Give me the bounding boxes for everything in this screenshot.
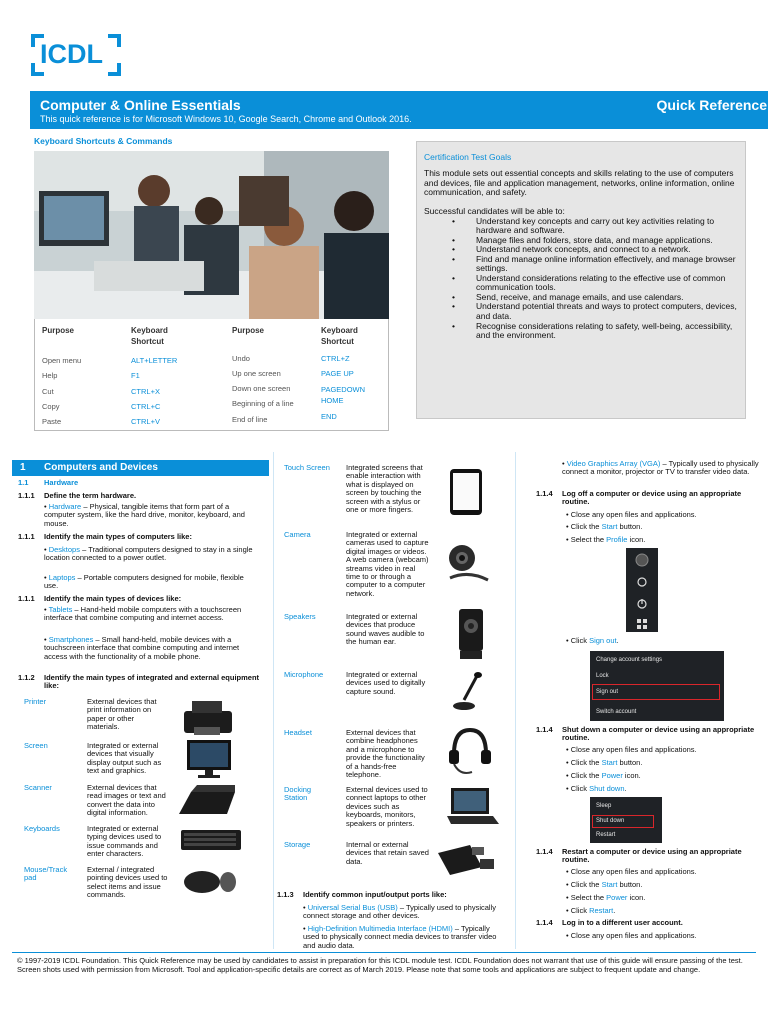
term: Start [601, 880, 618, 889]
page-title: Computer & Online Essentials [40, 97, 241, 113]
definition: – Hand-held mobile computers with a touchscreen interface that combine computing and internet access. [44, 605, 242, 623]
table-cell: CTRL+C [131, 402, 161, 411]
table-cell: END [321, 412, 337, 421]
goals-title: Certification Test Goals [424, 152, 512, 162]
term: Shut down [589, 784, 625, 793]
term: Restart [589, 906, 614, 915]
term: Laptops [48, 573, 76, 582]
term: Tablets [48, 605, 73, 614]
goals-list [452, 217, 738, 341]
item-title: Identify the main types of computers like: [44, 532, 192, 541]
table-cell: PAGE UP [321, 369, 354, 378]
text: icon. [622, 771, 641, 780]
term: Hardware [48, 502, 82, 511]
list-item: • Manage files and folders, store data, and manage applications. [452, 236, 738, 246]
equipment-name: Keyboards [24, 824, 60, 833]
text: Click [570, 906, 590, 915]
item-title: Log in to a different user account. [562, 918, 683, 927]
column-divider [515, 452, 516, 949]
definition: – Physical, tangible items that form part of a computer system, like the hard drive, monitor, keyboard, and mouse. [44, 502, 245, 528]
section-number: 1 [20, 462, 26, 473]
text: Click the [570, 771, 602, 780]
equipment-name: Scanner [24, 783, 52, 792]
equipment-desc: Integrated or external devices used to digitally capture sound. [346, 670, 426, 696]
equipment-desc: Integrated or external devices that produce sound waves audible to the human ear. [346, 612, 425, 647]
item-title: Identify the main types of devices like: [44, 594, 182, 603]
term: Universal Serial Bus (USB) [307, 903, 398, 912]
speaker-icon [456, 608, 486, 660]
list-item: • Understand considerations relating to the effective use of common communication tools. [452, 274, 738, 293]
list-item [44, 546, 254, 563]
item-title: Log off a computer or device using an appropriate routine. [562, 489, 742, 507]
list-item [44, 574, 254, 591]
equipment-name: Microphone [284, 670, 324, 679]
item-number: 1.1.3 [277, 890, 294, 899]
item-number: 1.1.2 [18, 673, 35, 682]
term: Start [601, 522, 618, 531]
keyboard-icon [180, 828, 242, 853]
list-item [562, 460, 762, 477]
table-cell: Help [42, 371, 58, 380]
equipment-name: Mouse/Track pad [24, 865, 68, 883]
text: Click the [570, 880, 602, 889]
mouse-icon [180, 864, 240, 896]
text: Click the [570, 758, 602, 767]
table-cell: CTRL+V [131, 417, 160, 426]
text: button. [617, 758, 643, 767]
definition: – Small hand-held, mobile devices with a touchscreen interface that combine computing and internet access with the functionality of a mobile phone. [44, 635, 240, 661]
section-title: Computers and Devices [44, 462, 158, 473]
page-subtitle: This quick reference is for Microsoft Windows 10, Google Search, Chrome and Outlook 2016. [40, 114, 412, 124]
table-cell: End of line [232, 415, 268, 424]
equipment-desc: Integrated or external cameras used to capture digital images or videos. A web camera (webcam) streams video in real time to or through a computer to a computer network. [346, 530, 429, 598]
menu-item: Restart [596, 832, 616, 838]
text: button. [617, 880, 643, 889]
list-item [566, 772, 641, 780]
list-item [566, 785, 627, 793]
equipment-name: Storage [284, 840, 311, 849]
item-number: 1.1.1 [18, 532, 35, 541]
headset-icon [446, 726, 494, 778]
text: Click [570, 784, 590, 793]
equipment-name: Printer [24, 697, 47, 706]
term: Desktops [48, 545, 80, 554]
tablet-icon [448, 468, 484, 516]
menu-item: Lock [596, 673, 609, 679]
list-item: • Close any open files and applications. [566, 511, 697, 519]
text: . [613, 906, 616, 915]
equipment-desc: Integrated or external typing devices used to issue commands and enter characters. [87, 824, 162, 859]
menu-item: Change account settings [596, 657, 663, 663]
item-title: Identify common input/output ports like: [303, 890, 447, 899]
title-banner [30, 91, 768, 129]
menu-item: Sleep [596, 803, 612, 809]
text: icon. [627, 535, 646, 544]
table-cell: HOME [321, 396, 344, 405]
table-cell: Open menu [42, 356, 82, 365]
table-cell: CTRL+Z [321, 354, 350, 363]
term: Smartphones [48, 635, 94, 644]
list-item: • Recognise considerations relating to safety, well-being, accessibility, and the environment. [452, 322, 738, 341]
term: Power [606, 893, 628, 902]
table-header: Keyboard Shortcut [131, 326, 168, 347]
term: High-Definition Multimedia Interface (HDMI) [307, 924, 453, 933]
equipment-name: Screen [24, 741, 48, 750]
item-title: Identify the main types of integrated and external equipment like: [44, 673, 260, 691]
shortcuts-title: Keyboard Shortcuts & Commands [34, 136, 173, 146]
equipment-desc: Integrated or external devices that visually display output such as text and graphics. [87, 741, 162, 776]
storage-drive-icon [436, 841, 498, 877]
equipment-desc: Internal or external devices that retain saved data. [346, 840, 429, 866]
menu-item: Switch account [596, 709, 637, 715]
list-item [566, 881, 642, 889]
table-cell: Paste [42, 417, 62, 426]
account-menu-screenshot [590, 651, 724, 721]
text: icon. [627, 893, 646, 902]
equipment-name: Camera [284, 530, 311, 539]
equipment-name: Headset [284, 728, 312, 737]
shortcuts-table [34, 319, 389, 431]
equipment-desc: External devices used to connect laptops to other devices such as keyboards, monitors, speakers or printers. [346, 785, 428, 828]
section-header [12, 460, 269, 476]
list-item [303, 904, 503, 921]
item-number: 1.1.1 [18, 594, 35, 603]
text: . [616, 636, 619, 645]
menu-item: Shut down [596, 818, 625, 824]
list-item: • Close any open files and applications. [566, 932, 697, 940]
equipment-desc: External / integrated pointing devices used to select items and issue commands. [87, 865, 168, 900]
people-at-computer-photo [34, 151, 389, 319]
start-menu-screenshot [626, 548, 658, 632]
table-cell: Copy [42, 402, 60, 411]
table-header: Purpose [42, 326, 75, 335]
list-item [566, 536, 645, 544]
definition: – Portable computers designed for mobile, flexible use. [44, 573, 244, 591]
list-item [566, 759, 642, 767]
list-item [44, 606, 254, 623]
definition: – Typically used to physically connect a monitor, projector or TV to transfer video data. [562, 459, 759, 477]
text: . [624, 784, 627, 793]
list-item [566, 523, 642, 531]
list-item: • Send, receive, and manage emails, and use calendars. [452, 293, 738, 303]
quick-reference-label: Quick Reference [656, 97, 767, 113]
item-number: 1.1.4 [536, 918, 553, 927]
subsection-number: 1.1 [18, 478, 29, 487]
icdl-logo [30, 33, 122, 77]
list-item: • Understand potential threats and ways to protect computers, devices, and data. [452, 302, 738, 321]
table-cell: F1 [131, 371, 140, 380]
list-item [44, 503, 254, 528]
logo-text: ICDL [40, 39, 103, 69]
table-cell: Cut [42, 387, 54, 396]
table-header: Purpose [232, 326, 265, 335]
docking-station-icon [445, 786, 501, 828]
text: Click [570, 636, 590, 645]
text: Select the [570, 535, 607, 544]
certification-goals-panel [416, 141, 746, 419]
term: Video Graphics Array (VGA) [566, 459, 661, 468]
definition: – Traditional computers designed to stay in a single location connected to a power outlet. [44, 545, 253, 563]
table-header: Keyboard Shortcut [321, 326, 358, 347]
text: Select the [570, 893, 607, 902]
term: Sign out [589, 636, 617, 645]
item-number: 1.1.4 [536, 725, 553, 734]
power-menu-screenshot [590, 797, 662, 843]
definition: – Typically used to physically connect storage and other devices. [303, 903, 496, 921]
item-number: 1.1.1 [18, 491, 35, 500]
menu-item: Sign out [596, 689, 619, 695]
table-cell: PAGEDOWN [321, 385, 366, 394]
footer-text: © 1997-2019 ICDL Foundation. This Quick Reference may be used by candidates to assist in preparation for this ICDL module test. ICDL Foundation does not warrant that use of this guide will ensure passing of the test. Screen shots used with permission from Microsoft. Tool and application-specific details are correct as of March 2019. Please note that some tools and applications are subject to frequent update and change. [17, 956, 743, 974]
subsection-title: Hardware [44, 478, 79, 487]
list-item [566, 894, 645, 902]
table-cell: Beginning of a line [232, 399, 294, 408]
list-item: • Close any open files and applications. [566, 746, 697, 754]
table-cell: Up one screen [232, 369, 281, 378]
text: button. [617, 522, 643, 531]
goals-lead: Successful candidates will be able to: [424, 206, 565, 217]
scanner-icon [177, 784, 237, 820]
table-cell: Down one screen [232, 384, 291, 393]
item-number: 1.1.4 [536, 489, 553, 498]
term: Start [601, 758, 618, 767]
item-number: 1.1.4 [536, 847, 553, 856]
highlight-box [592, 815, 654, 828]
webcam-icon [444, 542, 492, 584]
list-item [44, 636, 254, 661]
item-title: Shut down a computer or device using an appropriate routine. [562, 725, 755, 743]
highlight-box [592, 684, 720, 700]
goals-intro: This module sets out essential concepts and skills relating to the use of computers and devices, file and application management, networks, online information, online communication, and safety. [424, 167, 735, 198]
column-divider [273, 452, 274, 949]
term: Profile [606, 535, 628, 544]
monitor-icon [185, 738, 233, 780]
item-title: Define the term hardware. [44, 491, 137, 500]
list-item [566, 907, 615, 915]
list-item [566, 637, 619, 645]
list-item [303, 925, 508, 950]
definition: – Typically used to physically connect media devices to transfer video and audio data. [303, 924, 497, 950]
list-item: • Understand key concepts and carry out key activities relating to hardware and software. [452, 217, 738, 236]
list-item: • Understand network concepts, and connect to a network. [452, 245, 738, 255]
equipment-name: Speakers [284, 612, 316, 621]
equipment-desc: External devices that combine headphones and a microphone to provide the functionality of a hands-free telephone. [346, 728, 425, 779]
equipment-name: Touch Screen [284, 463, 330, 472]
microphone-icon [452, 670, 488, 712]
text: Click the [570, 522, 602, 531]
footer-divider [12, 952, 756, 953]
printer-icon [180, 697, 235, 739]
term: Power [601, 771, 623, 780]
equipment-name: Docking Station [284, 785, 312, 803]
equipment-desc: External devices that print information on paper or other materials. [87, 697, 157, 732]
equipment-desc: Integrated screens that enable interaction with what is displayed on screen by touching the screen with a stylus or one or more fingers. [346, 463, 423, 514]
table-cell: CTRL+X [131, 387, 160, 396]
item-title: Restart a computer or device using an appropriate routine. [562, 847, 742, 865]
table-cell: ALT+LETTER [131, 356, 178, 365]
table-cell: Undo [232, 354, 250, 363]
equipment-desc: External devices that read images or text and convert the data into digital information. [87, 783, 166, 818]
list-item: • Find and manage online information effectively, and manage browser settings. [452, 255, 738, 274]
list-item: • Close any open files and applications. [566, 868, 697, 876]
